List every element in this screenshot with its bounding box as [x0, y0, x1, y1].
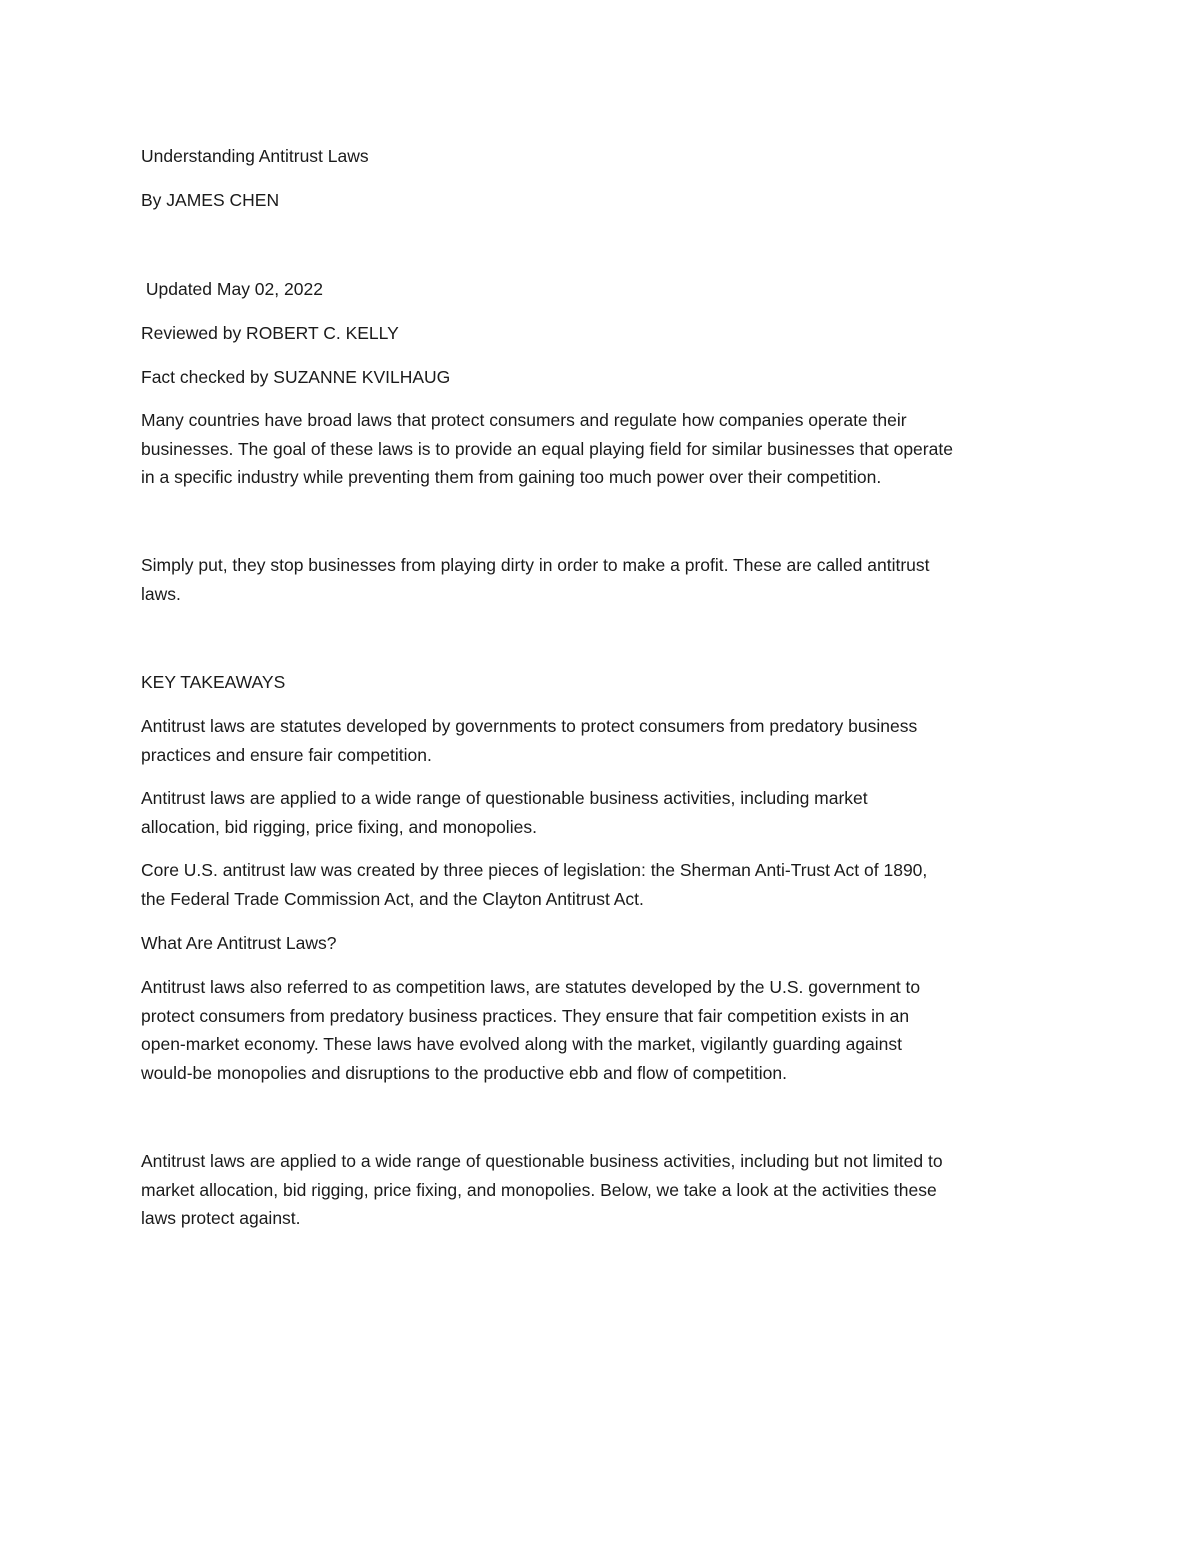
takeaway-line: Antitrust laws are applied to a wide range of questionable business activities, including market	[141, 788, 868, 808]
author-byline: By JAMES CHEN	[141, 190, 280, 210]
takeaway-line: Core U.S. antitrust law was created by three pieces of legislation: the Sherman Anti-Trust Act of 1890,	[141, 860, 928, 880]
simply-put-line: laws.	[141, 583, 181, 604]
section-paragraph	[141, 1147, 1071, 1233]
intro-line: in a specific industry while preventing them from gaining too much power over their competition.	[141, 467, 882, 487]
section-line: would-be monopolies and disruptions to the productive ebb and flow of competition.	[141, 1062, 787, 1083]
takeaway-item	[141, 856, 1071, 913]
takeaway-line: practices and ensure fair competition.	[141, 744, 432, 765]
fact-checked-by: Fact checked by SUZANNE KVILHAUG	[141, 367, 451, 387]
updated-date: Updated May 02, 2022	[141, 279, 323, 299]
section-line: Antitrust laws also referred to as competition laws, are statutes developed by the U.S. government to	[141, 977, 921, 997]
simply-put-paragraph	[141, 551, 1071, 608]
takeaway-line: the Federal Trade Commission Act, and the Clayton Antitrust Act.	[141, 888, 644, 909]
section-line: laws protect against.	[141, 1208, 301, 1228]
key-takeaways-heading: KEY TAKEAWAYS	[141, 672, 286, 692]
takeaway-line: Antitrust laws are statutes developed by governments to protect consumers from predatory business	[141, 716, 918, 736]
section-heading: What Are Antitrust Laws?	[141, 933, 337, 953]
intro-line: Many countries have broad laws that protect consumers and regulate how companies operate their	[141, 410, 907, 430]
intro-paragraph	[141, 406, 1071, 492]
document-title: Understanding Antitrust Laws	[141, 146, 369, 166]
section-line: Antitrust laws are applied to a wide range of questionable business activities, including but not limited to	[141, 1151, 943, 1171]
section-paragraph	[141, 973, 1071, 1087]
takeaway-item	[141, 784, 1071, 841]
section-line: protect consumers from predatory business practices. They ensure that fair competition exists in an	[141, 1005, 910, 1026]
intro-line: businesses. The goal of these laws is to provide an equal playing field for similar businesses that operate	[141, 438, 953, 459]
section-line: market allocation, bid rigging, price fixing, and monopolies. Below, we take a look at the activities these	[141, 1179, 937, 1200]
section-line: open-market economy. These laws have evolved along with the market, vigilantly guarding against	[141, 1034, 903, 1054]
takeaway-line: allocation, bid rigging, price fixing, and monopolies.	[141, 816, 537, 837]
simply-put-line: Simply put, they stop businesses from playing dirty in order to make a profit. These are called antitrust	[141, 555, 930, 575]
takeaway-item	[141, 712, 1071, 769]
reviewed-by: Reviewed by ROBERT C. KELLY	[141, 323, 399, 343]
